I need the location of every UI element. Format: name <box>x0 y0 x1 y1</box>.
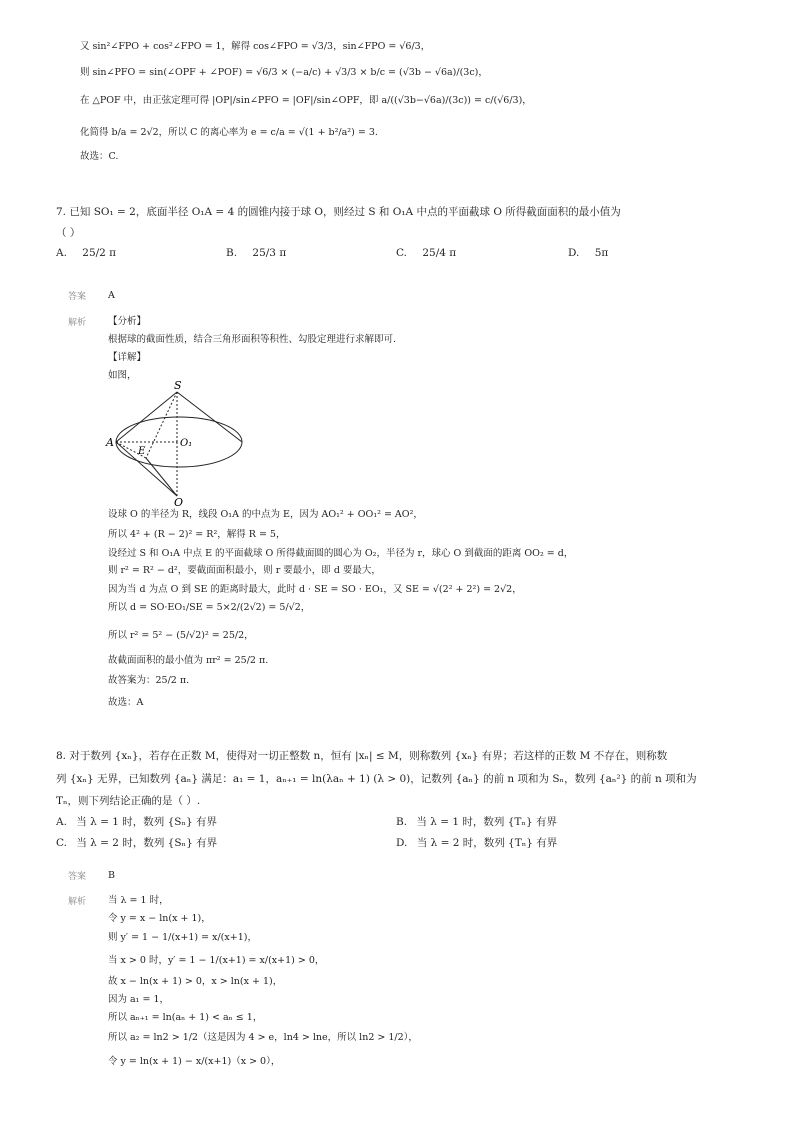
q8-sol-1: 当 λ = 1 时， <box>108 895 169 906</box>
q7-sol-10: 故选：A <box>108 697 144 708</box>
option-text: 当 λ = 1 时，数列 {Sₙ} 有界 <box>76 816 218 828</box>
q7-sol-8: 故截面面积的最小值为 πr² = 25/2 π. <box>108 655 269 666</box>
segment-eo <box>146 458 177 496</box>
option-letter: A. <box>56 247 67 259</box>
q8-sol-4: 当 x > 0 时，y′ = 1 − 1/(x+1) = x/(x+1) > 0， <box>108 955 325 966</box>
option-letter: C. <box>56 837 67 849</box>
option-text: 当 λ = 1 时，数列 {Tₙ} 有界 <box>416 816 557 828</box>
option-value: 25/4 π <box>422 247 457 259</box>
q7-answer-label: 答案 <box>68 292 87 302</box>
label-e: E <box>138 446 146 457</box>
option-value: 5π <box>594 247 609 259</box>
q7-answer: A <box>108 290 115 301</box>
segment-se <box>146 392 177 458</box>
label-a: A <box>106 436 114 449</box>
q6-line-4: 化简得 b/a = 2√2，所以 C 的离心率为 e = c/a = √(1 + b²/a²) = 3. <box>80 127 378 138</box>
q8-sol-7: 所以 aₙ₊₁ = ln(aₙ + 1) < aₙ ≤ 1， <box>108 1012 263 1023</box>
q8-sol-6: 因为 a₁ = 1， <box>108 994 170 1005</box>
q6-line-5: 故选：C. <box>80 151 119 162</box>
label-s: S <box>174 380 182 392</box>
option-letter: C. <box>396 247 407 259</box>
q8-analysis-label: 解析 <box>68 897 87 907</box>
q8-answer: B <box>108 870 115 881</box>
option-letter: B. <box>396 816 408 828</box>
q8-option-d <box>396 837 557 849</box>
q6-line-1: 又 sin²∠FPO + cos²∠FPO = 1，解得 cos∠FPO = √3/3，sin∠FPO = √6/3， <box>80 41 431 52</box>
q8-option-c <box>56 837 217 849</box>
option-text: 当 λ = 2 时，数列 {Sₙ} 有界 <box>76 837 218 849</box>
q7-paren: （ ） <box>56 227 81 239</box>
q7-option-c <box>396 247 456 259</box>
q8-option-a <box>56 816 217 828</box>
q7-option-d <box>568 247 608 259</box>
q6-line-3: 在 △POF 中，由正弦定理可得 |OP|/sin∠PFO = |OF|/sin∠OPF，即 a/((√3b−√6a)/(3c)) = c/(√6/3)， <box>80 95 532 106</box>
q7-fenxi-title: 【分析】 <box>108 316 147 327</box>
q7-analysis-label: 解析 <box>68 318 87 328</box>
q8-stem-1: 8. 对于数列 {xₙ}，若存在正数 M，使得对一切正整数 n，恒有 |xₙ| ≤ M，则称数列 {xₙ} 有界；若这样的正数 M 不存在，则称数 <box>56 750 668 762</box>
option-letter: A. <box>56 816 67 828</box>
q7-stem: 7. 已知 SO₁ = 2，底面半径 O₁A = 4 的圆锥内接于球 O，则经过 S 和 O₁A 中点的平面截球 O 所得截面面积的最小值为 <box>56 206 621 218</box>
q8-sol-8: 所以 a₂ = ln2 > 1/2（这是因为 4 > e，ln4 > lne，所以 ln2 > 1/2）， <box>108 1032 418 1043</box>
q7-sol-5: 因为当 d 为点 O 到 SE 的距离时最大，此时 d · SE = SO · EO₁，又 SE = √(2² + 2²) = 2√2， <box>108 584 522 595</box>
q8-stem-3: Tₙ，则下列结论正确的是（ ）. <box>56 795 201 807</box>
option-value: 25/2 π <box>82 247 117 259</box>
label-o1: O₁ <box>180 438 193 449</box>
q6-line-2: 则 sin∠PFO = sin(∠OPF + ∠POF) = √6/3 × (−a/c) + √3/3 × b/c = (√3b − √6a)/(3c)， <box>80 67 488 78</box>
q7-sol-6: 所以 d = SO·EO₁/SE = 5×2/(2√2) = 5/√2， <box>108 602 311 613</box>
q7-rutu: 如图， <box>108 370 137 381</box>
q7-fenxi-text: 根据球的截面性质，结合三角形面积等积性、勾股定理进行求解即可. <box>108 334 397 345</box>
q7-xiangjie-title: 【详解】 <box>108 352 147 363</box>
q8-stem-2: 列 {xₙ} 无界，已知数列 {aₙ} 满足：a₁ = 1，aₙ₊₁ = ln(λaₙ + 1) (λ > 0)，记数列 {aₙ} 的前 n 项和为 Sₙ，数列 {aₙ²} 的前 n 项和为 <box>56 773 697 785</box>
segment-ao <box>116 442 177 496</box>
q7-sol-4: 则 r² = R² − d²，要截面面积最小，则 r 要最小，即 d 要最大， <box>108 565 381 576</box>
q8-option-b <box>396 816 557 828</box>
q7-sol-7: 所以 r² = 5² − (5/√2)² = 25/2， <box>108 630 254 641</box>
label-o: O <box>174 496 184 508</box>
base-ellipse <box>116 417 242 467</box>
q7-option-a <box>56 247 116 259</box>
q8-answer-label: 答案 <box>68 872 87 882</box>
option-value: 25/3 π <box>252 247 287 259</box>
q7-sol-3: 设经过 S 和 O₁A 中点 E 的平面截球 O 所得截面圆的圆心为 O₂，半径为 r，球心 O 到截面的距离 OO₂ = d， <box>108 548 574 559</box>
option-letter: B. <box>226 247 238 259</box>
q7-option-b <box>226 247 286 259</box>
option-letter: D. <box>396 837 408 849</box>
q8-sol-3: 则 y′ = 1 − 1/(x+1) = x/(x+1)， <box>108 932 257 943</box>
q7-sol-1: 设球 O 的半径为 R，线段 O₁A 的中点为 E，因为 AO₁² + OO₁² = AO²， <box>108 509 423 520</box>
q8-sol-2: 令 y = x − ln(x + 1)， <box>108 913 211 924</box>
q8-sol-5: 故 x − ln(x + 1) > 0，x > ln(x + 1)， <box>108 976 283 987</box>
q8-sol-9: 令 y = ln(x + 1) − x/(x+1)（x > 0）， <box>108 1056 281 1067</box>
option-letter: D. <box>568 247 580 259</box>
option-text: 当 λ = 2 时，数列 {Tₙ} 有界 <box>416 837 558 849</box>
q7-sol-2: 所以 4² + (R − 2)² = R²，解得 R = 5， <box>108 529 286 540</box>
cone-sphere-diagram <box>104 380 254 508</box>
q7-sol-9: 故答案为：25/2 π. <box>108 675 190 686</box>
